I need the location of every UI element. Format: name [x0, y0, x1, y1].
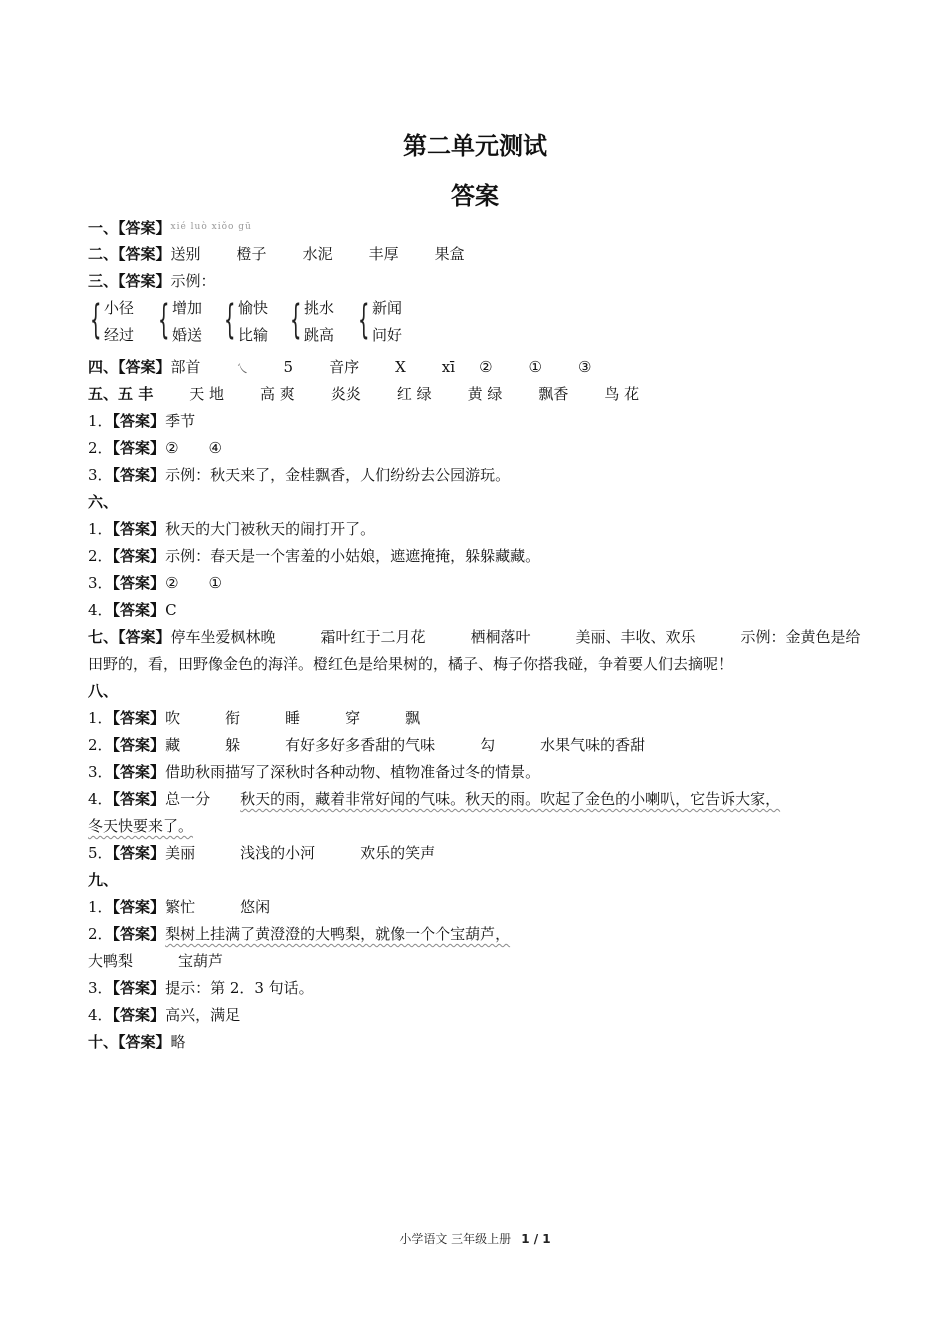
q3-pair: 增加 婚送 [172, 299, 203, 344]
q1-number: 一、 [88, 219, 119, 237]
q3-line [88, 270, 866, 292]
q1-pinyin: xié luò xiǒo gū [170, 222, 252, 232]
answer-tag: 【答案】 [118, 219, 171, 237]
q4-number: 四、 [88, 358, 119, 376]
q3-text: 示例： [170, 272, 216, 290]
page-subtitle: 答案 [451, 182, 499, 210]
q9-sub-1: 1．【答案】繁忙 悠闲 [88, 898, 271, 916]
q2-item: 水泥 [302, 245, 333, 263]
q2-item: 果盒 [434, 245, 465, 263]
page-footer [0, 1230, 950, 1247]
q3-number: 三、 [88, 272, 119, 290]
q1-line [88, 216, 866, 238]
q5-line: 五、五 丰 天 地 高 爽 炎炎 红 绿 黄 绿 飘香 鸟 花 [88, 385, 640, 403]
q3-pair: 挑水 跳高 [304, 299, 335, 344]
q6-sub-2: 2．【答案】示例：春天是一个害羞的小姑娘，遮遮掩掩，躲躲藏藏。 [88, 547, 541, 565]
q9-sub-3: 3．【答案】提示：第 2．3 句话。 [88, 979, 314, 997]
page-title: 第二单元测试 [403, 132, 547, 160]
q9-sub-4: 4．【答案】高兴，满足 [88, 1006, 241, 1024]
q2-item: 橙子 [236, 245, 267, 263]
answer-tag: 【答案】 [118, 272, 171, 290]
q5-sub-1: 1．【答案】季节 [88, 412, 196, 430]
q10-line: 十、【答案】略 [88, 1033, 186, 1051]
q5-sub-2: 2．【答案】② ④ [88, 439, 222, 457]
page-number: 1 / 1 [521, 1232, 551, 1246]
q7-paragraph: 七、【答案】停车坐爱枫林晚 霜叶红于二月花 栖桐落叶 美丽、丰收、欢乐 示例：金黄色是给田野的，看，田野像金色的海洋。橙红色是给果树的，橘子、梅子你搭我碰，争着要人们去摘呢！ [88, 628, 861, 673]
answer-tag: 【答案】 [118, 245, 171, 263]
q6-sub-1: 1．【答案】秋天的大门被秋天的闹打开了。 [88, 520, 376, 538]
q9-sub-2: 2．【答案】梨树上挂满了黄澄澄的大鸭梨，就像一个个宝葫芦， [88, 925, 511, 943]
q8-sub-3: 3．【答案】借助秋雨描写了深秋时各种动物、植物准备过冬的情景。 [88, 763, 541, 781]
brace-icon: { [158, 297, 170, 343]
q4-line: 四、【答案】部首 乀 5 音序 X xī ② ① ③ [88, 358, 592, 376]
q5-sub-3: 3．【答案】示例：秋天来了，金桂飘香，人们纷纷去公园游玩。 [88, 466, 511, 484]
q9-sub-2-cont: 大鸭梨 宝葫芦 [88, 952, 224, 970]
stroke-glyph: 乀 [236, 362, 248, 375]
q3-pair: 小径 经过 [104, 299, 135, 344]
q2-number: 二、 [88, 245, 119, 263]
brace-icon: { [358, 297, 370, 343]
q3-pair: 新闻 问好 [372, 299, 403, 344]
brace-icon: { [290, 297, 302, 343]
q8-sub-1: 1．【答案】吹 衔 睡 穿 飘 [88, 709, 421, 727]
q6-sub-4: 4．【答案】C [88, 601, 177, 619]
underlined-sentence: 秋天的雨，藏着非常好闻的气味。秋天的雨。吹起了金色的小喇叭，它告诉大家， [240, 790, 781, 808]
brace-icon: { [90, 297, 102, 343]
q2-item: 丰厚 [368, 245, 399, 263]
footer-text: 小学语文 三年级上册 [399, 1232, 512, 1246]
q8-sub-5: 5．【答案】美丽 浅浅的小河 欢乐的笑声 [88, 844, 436, 862]
q8-sub-2: 2．【答案】藏 躲 有好多好多香甜的气味 勾 水果气味的香甜 [88, 736, 646, 754]
answer-tag: 【答案】 [118, 358, 171, 376]
underlined-sentence: 梨树上挂满了黄澄澄的大鸭梨，就像一个个宝葫芦， [165, 925, 511, 943]
q6-sub-3: 3．【答案】② ① [88, 574, 222, 592]
brace-icon: { [224, 297, 236, 343]
q8-number: 八、 [88, 682, 119, 700]
q2-item: 送别 [170, 245, 201, 263]
q9-number: 九、 [88, 871, 119, 889]
q2-line [88, 243, 866, 265]
q3-pair: 愉快 比输 [238, 299, 269, 344]
q5-head: 五、五 丰 [88, 385, 154, 403]
q8-sub-4-cont: 冬天快要来了。 [88, 817, 194, 835]
q6-number: 六、 [88, 493, 119, 511]
q8-sub-4: 4．【答案】总一分 秋天的雨，藏着非常好闻的气味。秋天的雨。吹起了金色的小喇叭，它告诉大家， [88, 790, 781, 808]
